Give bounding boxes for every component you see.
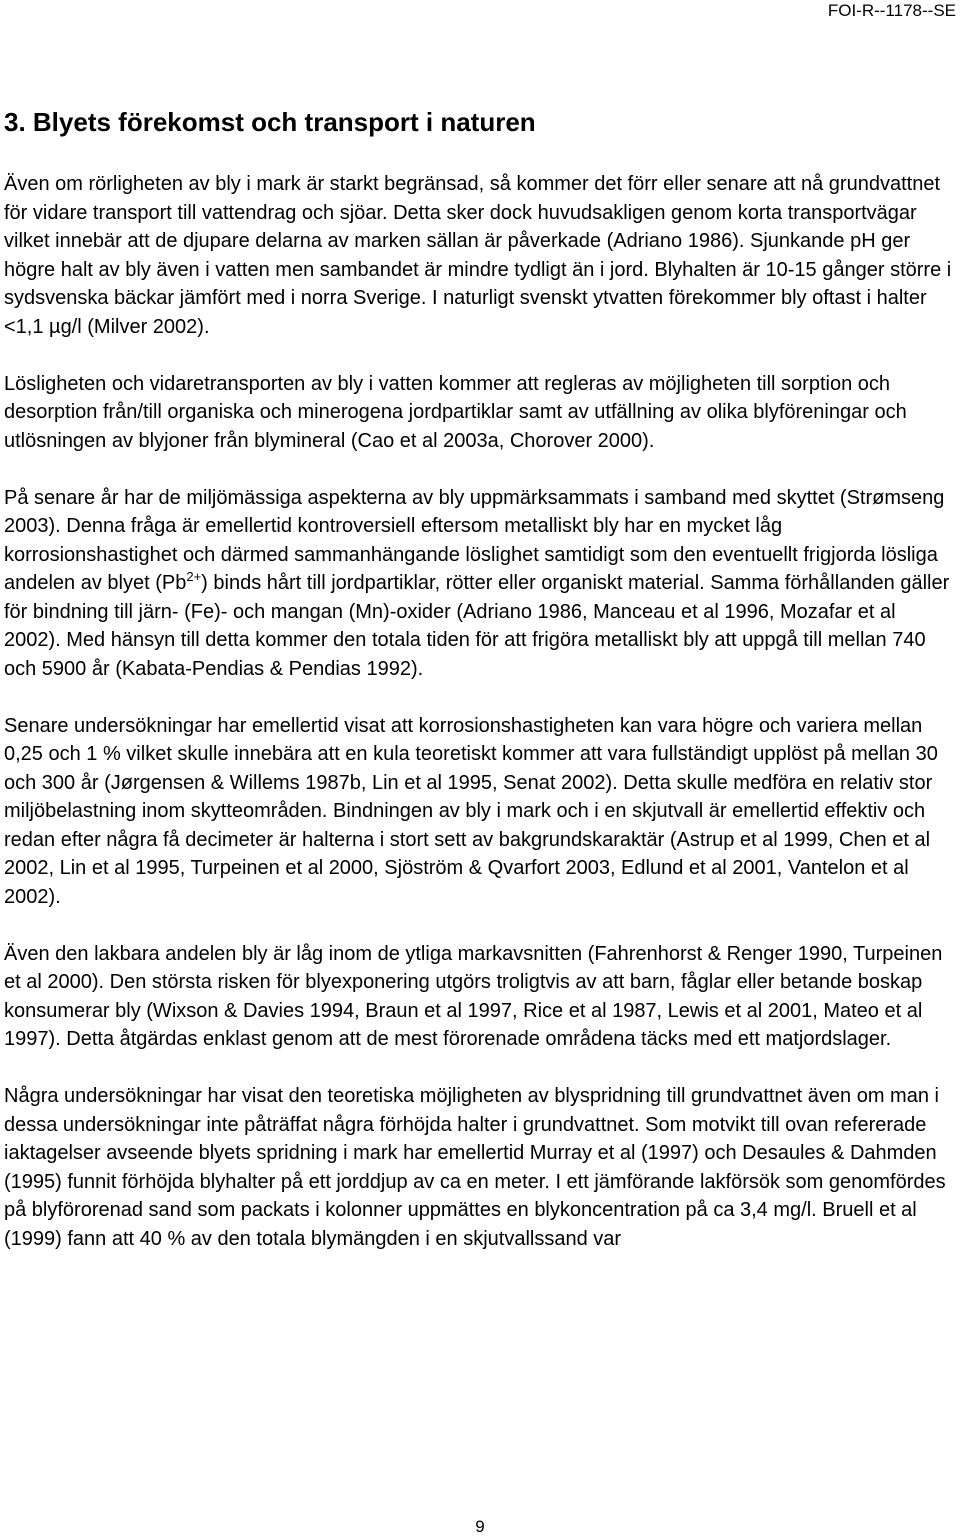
paragraph-3-part-2: ) binds hårt till jordpartiklar, rötter eller organiskt material. Samma förhållanden gäller för bindning till järn- (Fe)- och mangan (Mn)-oxider (Adriano 1986, Manceau et al 1996, Mozafar et al 2002). Med hänsyn till detta kommer den totala tiden för att frigöra metalliskt bly att uppgå till mellan 740 och 5900 år (Kabata-Pendias & Pendias 1992). — [4, 572, 950, 680]
paragraph-3-part-1: På senare år har de miljömässiga aspekterna av bly uppmärksammats i samband med skyttet (Strømseng 2003). Denna fråga är emellertid kontroversiell eftersom metalliskt bly har en mycket låg korrosionshastighet och därmed sammanhängande löslighet samtidigt som den eventuellt frigjorda lösliga andelen av blyet (Pb — [4, 486, 945, 594]
charge-superscript: 2+ — [186, 569, 202, 584]
paragraph-6: Några undersökningar har visat den teoretiska möjligheten av blyspridning till grundvattnet även om man i dessa undersökningar inte påträffat några förhöjda halter i grundvattnet. Som motvikt till ovan refererade iaktagelser avseende blyets spridning i mark har emellertid Murray et al (1997) och Desaules & Dahmden (1995) funnit förhöjda blyhalter på ett jorddjup av ca en meter. I ett jämförande lakförsök som genomfördes på blyförorenad sand som packats i kolonner uppmättes en blykoncentration på ca 3,4 mg/l. Bruell et al (1999) fann att 40 % av den totala blymängden i en skjutvallssand var — [4, 1085, 946, 1250]
section-title: 3. Blyets förekomst och transport i naturen — [4, 107, 536, 137]
paragraph-3 — [4, 484, 956, 684]
paragraph-1: Även om rörligheten av bly i mark är starkt begränsad, så kommer det förr eller senare att nå grundvattnet för vidare transport till vattendrag och sjöar. Detta sker dock huvudsakligen genom korta transportvägar vilket innebär att de djupare delarna av marken sällan är påverkade (Adriano 1986). Sjunkande pH ger högre halt av bly även i vatten men sambandet är mindre tydligt än i jord. Blyhalten är 10-15 gånger större i sydsvenska bäckar jämfört med i norra Sverige. I naturligt svenskt ytvatten förekommer bly oftast i halter <1,1 µg/l (Milver 2002). — [4, 173, 952, 338]
paragraph-2: Lösligheten och vidaretransporten av bly i vatten kommer att regleras av möjligheten till sorption och desorption från/till organiska och minerogena jordpartiklar samt av utfällning av olika blyföreningar och utlösningen av blyjoner från blymineral (Cao et al 2003a, Chorover 2000). — [4, 372, 907, 452]
page-body — [4, 104, 956, 1282]
paragraph-4: Senare undersökningar har emellertid visat att korrosionshastigheten kan vara högre och variera mellan 0,25 och 1 % vilket skulle innebära att en kula teoretiskt kommer att vara fullständigt upplöst på mellan 30 och 300 år (Jørgensen & Willems 1987b, Lin et al 1995, Senat 2002). Detta skulle medföra en relativ stor miljöbelastning inom skytteområden. Bindningen av bly i mark och i en skjutvall är emellertid effektiv och redan efter några få decimeter är halterna i stort sett av bakgrundskaraktär (Astrup et al 1999, Chen et al 2002, Lin et al 1995, Turpeinen et al 2000, Sjöström & Qvarfort 2003, Edlund et al 2001, Vantelon et al 2002). — [4, 714, 938, 908]
report-id: FOI-R--1178--SE — [827, 1, 956, 20]
page-number: 9 — [475, 1517, 485, 1536]
paragraph-5: Även den lakbara andelen bly är låg inom de ytliga markavsnitten (Fahrenhorst & Renger 1990, Turpeinen et al 2000). Den största risken för blyexponering utgörs troligtvis av att barn, fåglar eller betande boskap konsumerar bly (Wixson & Davies 1994, Braun et al 1997, Rice et al 1987, Lewis et al 2001, Mateo et al 1997). Detta åtgärdas enklast genom att de mest förorenade områdena täcks med ett matjordslager. — [4, 942, 943, 1050]
